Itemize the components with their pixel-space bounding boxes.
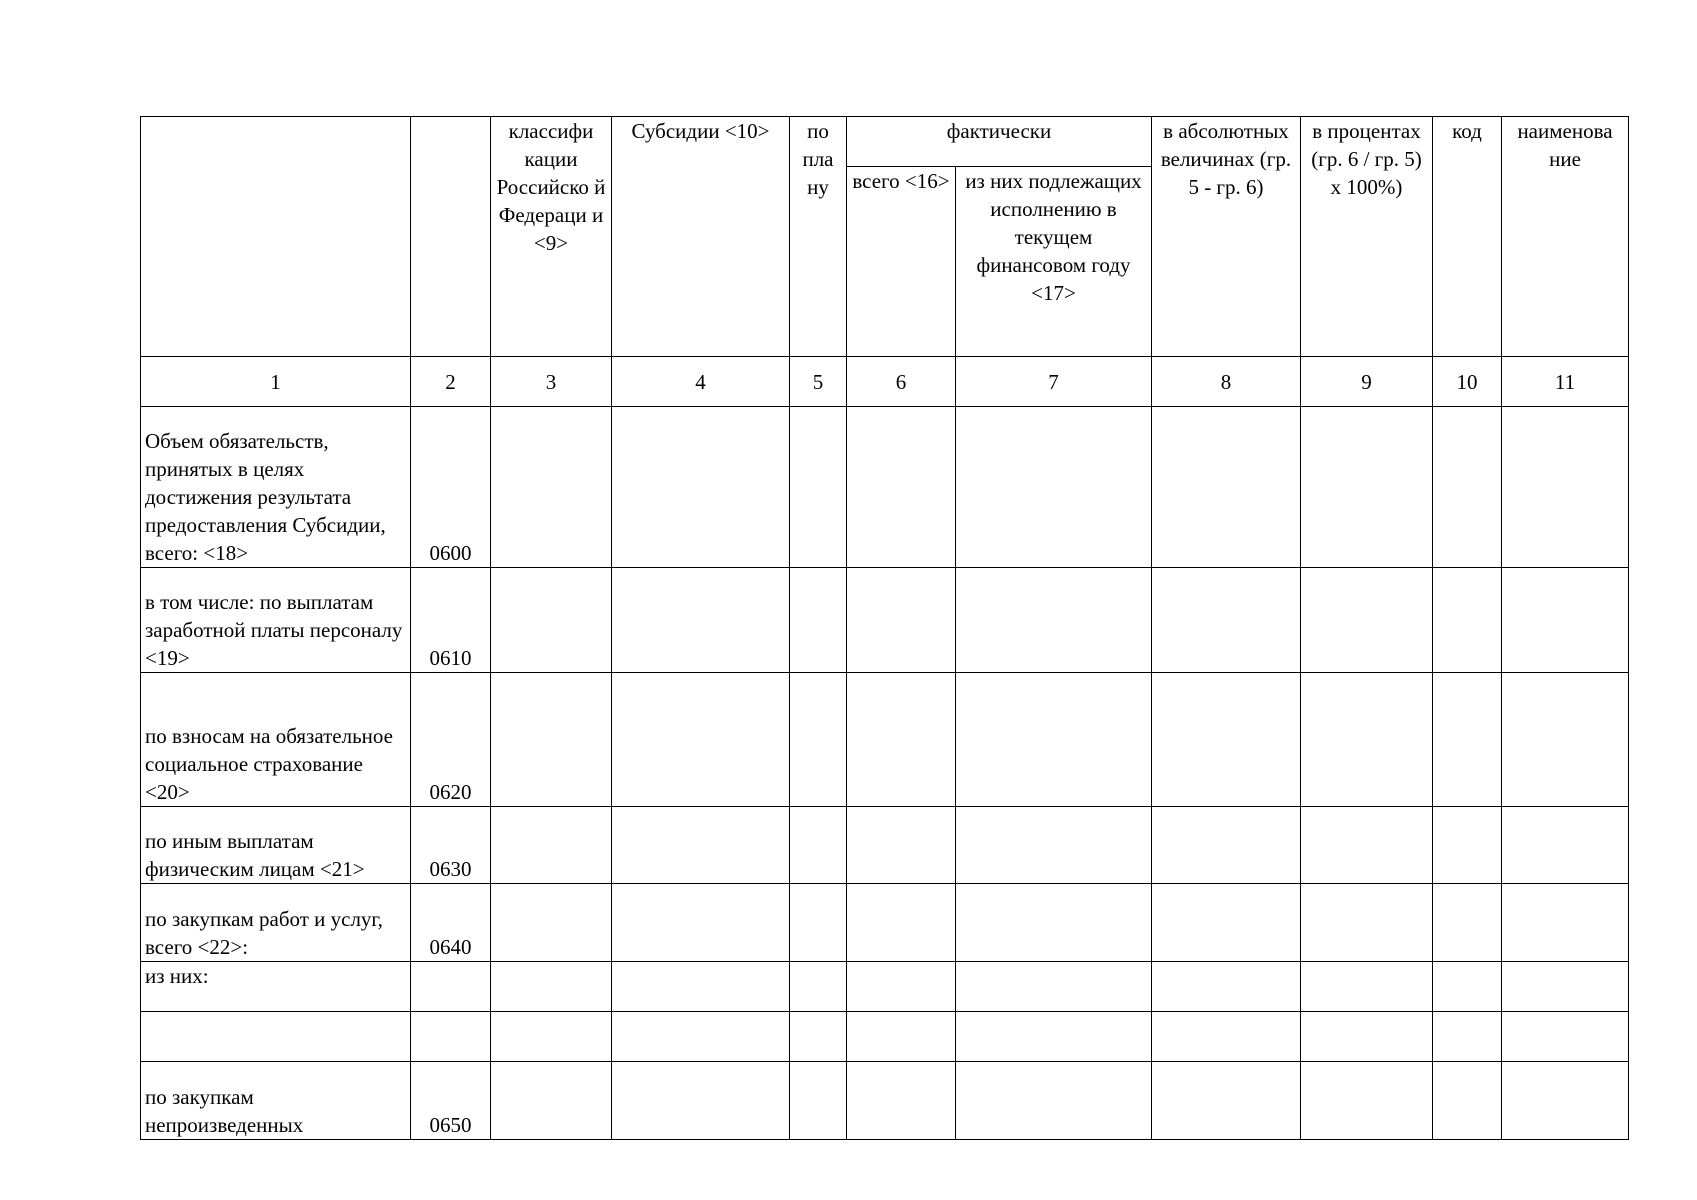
table-row [141,807,1629,884]
table-cell [956,1012,1152,1062]
row-code: 0610 [411,568,491,673]
table-cell [1301,673,1433,807]
table-cell [1502,962,1629,1012]
table-cell [1152,568,1301,673]
row-code: 0640 [411,884,491,962]
header-col-8: в абсолютных величинах (гр. 5 - гр. 6) [1152,117,1301,357]
header-col-7: из них подлежащих исполнению в текущем финансовом году <17> [956,167,1152,357]
table-cell [847,568,956,673]
table-cell [612,962,790,1012]
table-cell [790,1062,847,1140]
table-cell [612,673,790,807]
table-cell [847,1012,956,1062]
table-cell [956,884,1152,962]
table-cell [1433,407,1502,568]
row-code: 0630 [411,807,491,884]
table-cell [790,1012,847,1062]
table-cell [491,884,612,962]
table-cell [1152,407,1301,568]
table-cell [956,568,1152,673]
column-number: 3 [491,357,612,407]
table-cell [847,1062,956,1140]
table-cell [1502,884,1629,962]
column-number: 11 [1502,357,1629,407]
table-cell [612,1012,790,1062]
table-cell [1301,1012,1433,1062]
column-numbers-row [141,357,1629,407]
table-cell [1152,884,1301,962]
table-cell [1152,962,1301,1012]
header-col-5: по пла ну [790,117,847,357]
table-cell [847,962,956,1012]
header-col-4: Субсидии <10> [612,117,790,357]
table-row [141,962,1629,1012]
table-cell [1502,568,1629,673]
row-label: по иным выплатам физическим лицам <21> [141,807,411,884]
table-cell [491,673,612,807]
row-code: 0600 [411,407,491,568]
table-cell [847,807,956,884]
column-number: 7 [956,357,1152,407]
row-label: по закупкам непроизведенных [141,1062,411,1140]
table-cell [1301,807,1433,884]
table-cell [1152,807,1301,884]
header-col-2 [411,117,491,357]
row-label: из них: [141,962,411,1012]
column-number: 6 [847,357,956,407]
table-cell [491,807,612,884]
table-cell [790,568,847,673]
table-cell [612,407,790,568]
row-label: по взносам на обязательное социальное страхование <20> [141,673,411,807]
table-cell [612,568,790,673]
row-label [141,1012,411,1062]
row-code: 0650 [411,1062,491,1140]
table-cell [1433,884,1502,962]
column-number: 8 [1152,357,1301,407]
table-cell [956,807,1152,884]
table-row [141,407,1629,568]
table-cell [790,407,847,568]
table-cell [847,407,956,568]
table-cell [956,407,1152,568]
table-cell [1433,673,1502,807]
table-cell [790,884,847,962]
table-cell [1502,407,1629,568]
table-cell [491,568,612,673]
table-cell [491,1062,612,1140]
table-cell [1301,962,1433,1012]
table-cell [1502,673,1629,807]
table-cell [1502,1012,1629,1062]
header-actual-group: фактически [847,117,1152,167]
column-number: 10 [1433,357,1502,407]
table-cell [1433,962,1502,1012]
row-label: в том числе: по выплатам заработной платы персоналу <19> [141,568,411,673]
table-cell [612,1062,790,1140]
table-cell [1152,1062,1301,1140]
table-row [141,1062,1629,1140]
table-cell [491,962,612,1012]
table-cell [847,884,956,962]
table-cell [491,407,612,568]
report-table [140,116,1629,1140]
row-code [411,962,491,1012]
table-cell [1301,1062,1433,1140]
table-cell [612,884,790,962]
table-cell [790,962,847,1012]
row-label: по закупкам работ и услуг, всего <22>: [141,884,411,962]
table-cell [1502,807,1629,884]
column-number: 2 [411,357,491,407]
table-cell [790,807,847,884]
table-cell [1301,884,1433,962]
row-label: Объем обязательств, принятых в целях достижения результата предоставления Субсидии, всего: <18> [141,407,411,568]
table-row [141,1012,1629,1062]
table-cell [1152,673,1301,807]
table-cell [1301,568,1433,673]
column-number: 1 [141,357,411,407]
table-cell [1152,1012,1301,1062]
header-col-3: классифи кации Российско й Федераци и <9> [491,117,612,357]
table-cell [491,1012,612,1062]
table-cell [956,962,1152,1012]
table-row [141,673,1629,807]
table-cell [847,673,956,807]
table-cell [1301,407,1433,568]
header-col-9: в процентах (гр. 6 / гр. 5) x 100%) [1301,117,1433,357]
header-col-11: наименова ние [1502,117,1629,357]
table-cell [956,673,1152,807]
column-number: 5 [790,357,847,407]
table-cell [790,673,847,807]
table-cell [1433,1012,1502,1062]
table-cell [1502,1062,1629,1140]
column-number: 9 [1301,357,1433,407]
column-number: 4 [612,357,790,407]
row-code [411,1012,491,1062]
header-col-10: код [1433,117,1502,357]
table-cell [1433,807,1502,884]
row-code: 0620 [411,673,491,807]
table-cell [1433,568,1502,673]
table-row [141,568,1629,673]
header-col-1 [141,117,411,357]
table-row [141,884,1629,962]
header-col-6: всего <16> [847,167,956,357]
table-cell [612,807,790,884]
table-cell [956,1062,1152,1140]
table-cell [1433,1062,1502,1140]
